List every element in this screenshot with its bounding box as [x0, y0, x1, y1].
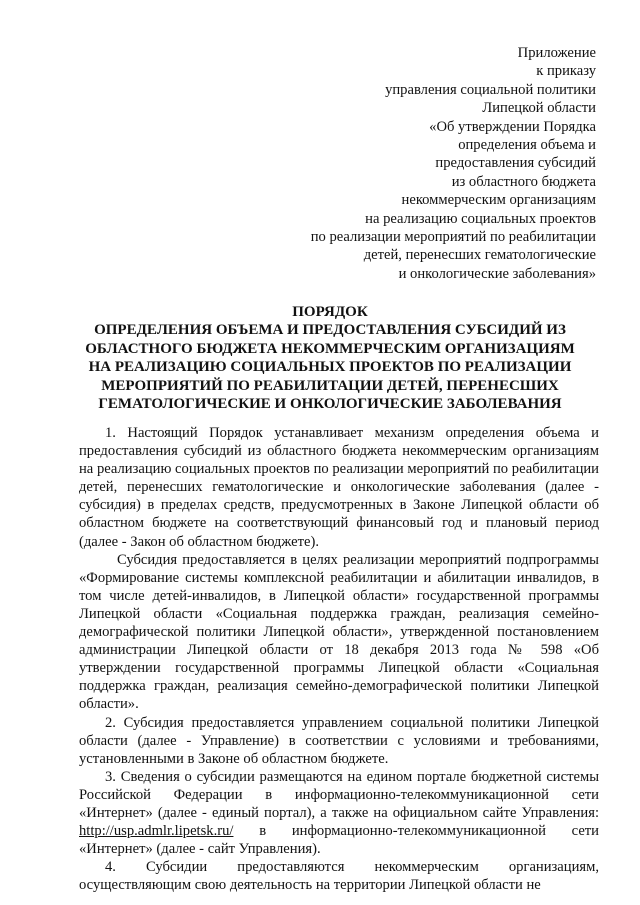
appendix-line: «Об утверждении Порядка	[429, 118, 596, 135]
title-line: ОБЛАСТНОГО БЮДЖЕТА НЕКОММЕРЧЕСКИМ ОРГАНИЗАЦИЯМ	[85, 340, 575, 357]
paragraph-3-text-end: в информационно-телекоммуникационной сети «Интернет» (далее - сайт Управления).	[79, 823, 599, 858]
title-line: ОПРЕДЕЛЕНИЯ ОБЪЕМА И ПРЕДОСТАВЛЕНИЯ СУБСИДИЙ ИЗ	[94, 322, 566, 339]
title-line: ПОРЯДОК	[292, 304, 368, 320]
paragraph-3	[79, 768, 599, 858]
title-line: МЕРОПРИЯТИЙ ПО РЕАБИЛИТАЦИИ ДЕТЕЙ, ПЕРЕНЕСШИХ	[101, 377, 559, 394]
appendix-line: определения объема и	[458, 137, 596, 154]
paragraph-1	[79, 424, 599, 551]
appendix-line: Приложение	[517, 45, 596, 61]
paragraph-subsidy-purpose	[79, 551, 599, 714]
appendix-line: управления социальной политики	[385, 81, 596, 98]
document-body	[79, 424, 599, 894]
appendix-line: к приказу	[536, 63, 596, 80]
paragraph-3-text: 3. Сведения о субсидии размещаются на едином портале бюджетной системы Российской Федерации в информационно-телекоммуникационной сети «Интернет» (далее - единый портал), а также на официальном сайте Управления:	[79, 768, 599, 821]
usp-website-link[interactable]: http://usp.admlr.lipetsk.ru/	[79, 823, 234, 840]
appendix-line: на реализацию социальных проектов	[365, 210, 596, 227]
appendix-line: и онкологические заболевания»	[398, 265, 596, 282]
appendix-header	[311, 44, 596, 283]
appendix-line: предоставления субсидий	[435, 155, 596, 172]
paragraph-1-text: 1. Настоящий Порядок устанавливает механизм определения объема и предоставления субсидий из областного бюджета некоммерческим организациям на реализацию социальных проектов по реализации мероприятий по реабилитации детей, перенесших гематологические и онкологические заболевания (далее - субсидия) в пределах средств, предусмотренных в Законе Липецкой области об областном бюджете на соответствующий финансовый год и плановый период (далее - Закон об областном бюджете).	[79, 425, 599, 550]
paragraph-2	[79, 714, 599, 768]
paragraph-subsidy-purpose-text: Субсидия предоставляется в целях реализации мероприятий подпрограммы «Формирование системы комплексной реабилитации и абилитации инвалидов, в том числе детей-инвалидов, в Липецкой области» государственной программы Липецкой области «Социальная поддержка граждан, реализация семейно-демографической политики Липецкой области», утвержденной постановлением администрации Липецкой области от 18 декабря 2013 года № 598 «Об утверждении государственной программы Липецкой области «Социальная поддержка граждан, реализация семейно-демографической политики Липецкой области».	[79, 551, 599, 713]
paragraph-4-text: 4. Субсидии предоставляются некоммерческим организациям, осуществляющим свою деятельность на территории Липецкой области не	[79, 859, 599, 894]
document-title	[60, 303, 600, 413]
title-line: ГЕМАТОЛОГИЧЕСКИЕ И ОНКОЛОГИЧЕСКИЕ ЗАБОЛЕВАНИЯ	[98, 396, 562, 413]
appendix-line: детей, перенесших гематологические	[363, 247, 596, 264]
appendix-line: по реализации мероприятий по реабилитации	[310, 229, 596, 246]
paragraph-2-text: 2. Субсидия предоставляется управлением социальной политики Липецкой области (далее - Управление) в соответствии с условиями и требованиями, установленными в Законе об областном бюджете.	[79, 714, 599, 767]
title-line: НА РЕАЛИЗАЦИЮ СОЦИАЛЬНЫХ ПРОЕКТОВ ПО РЕАЛИЗАЦИИ	[88, 359, 572, 376]
appendix-line: некоммерческим организациям	[401, 192, 596, 209]
paragraph-4	[79, 858, 599, 894]
appendix-line: Липецкой области	[482, 100, 596, 117]
appendix-line: из областного бюджета	[451, 173, 596, 190]
